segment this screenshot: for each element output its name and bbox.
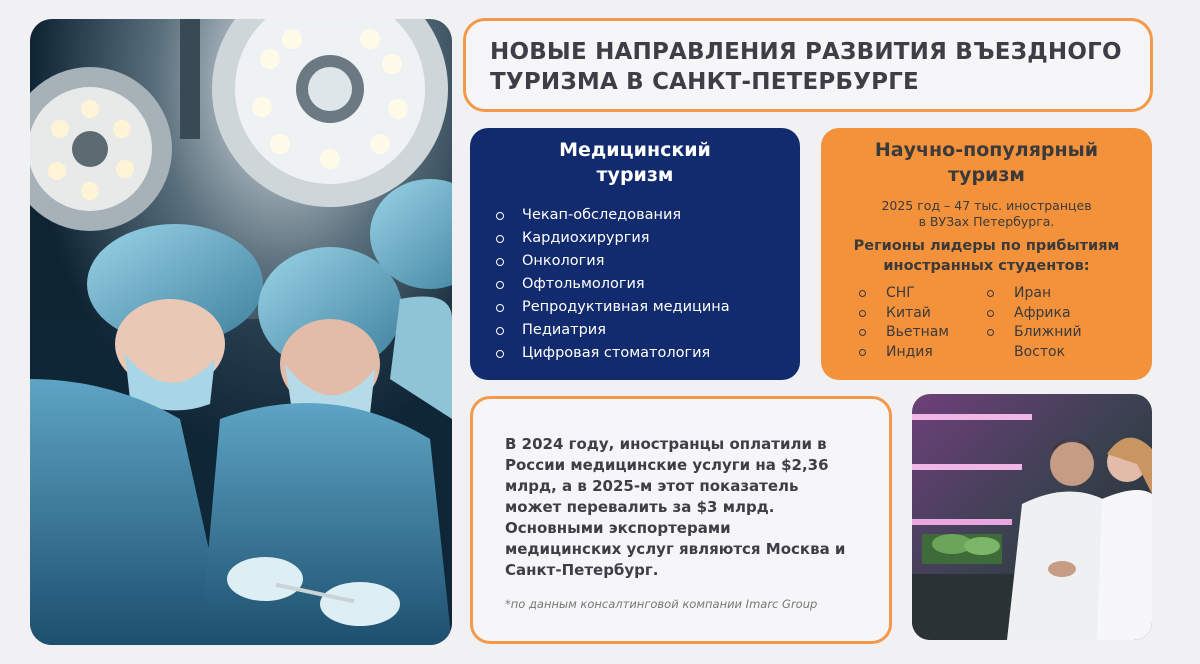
list-item xyxy=(859,323,987,343)
circle-bullet-icon xyxy=(987,310,994,317)
circle-bullet-icon xyxy=(496,258,504,266)
stat-line: медицинских услуг являются Москва и xyxy=(505,540,846,558)
list-item xyxy=(496,342,800,365)
circle-bullet-icon xyxy=(987,290,994,297)
circle-bullet-icon xyxy=(859,349,866,356)
stat-line: Основными экспортерами xyxy=(505,519,731,537)
circle-bullet-icon xyxy=(496,212,504,220)
statistics-box xyxy=(470,396,892,644)
list-item xyxy=(859,304,987,324)
list-item xyxy=(496,227,800,250)
list-item xyxy=(987,284,1115,304)
list-item xyxy=(496,296,800,319)
list-item-label: Онкология xyxy=(522,253,605,269)
science-tourism-card xyxy=(821,128,1152,380)
list-item xyxy=(987,304,1115,324)
list-item-label: Офтольмология xyxy=(522,276,645,292)
page-title-line-1: НОВЫЕ НАПРАВЛЕНИЯ РАЗВИТИЯ ВЪЕЗДНОГО xyxy=(490,39,1122,65)
list-item xyxy=(496,319,800,342)
science-heading-line-1: Научно-популярный xyxy=(874,139,1099,161)
list-item-label: Педиатрия xyxy=(522,322,606,338)
list-item-label: Восток xyxy=(1014,343,1066,360)
list-item-label: Индия xyxy=(886,343,933,360)
list-item-label: Цифровая стоматология xyxy=(522,345,711,361)
medical-heading-line-2: туризм xyxy=(596,164,674,186)
circle-bullet-icon xyxy=(859,329,866,336)
science-subtitle-line-2: в ВУЗах Петербурга. xyxy=(918,214,1055,229)
medical-list xyxy=(496,204,800,365)
list-item-label: Африка xyxy=(1014,304,1071,321)
medical-heading-line-1: Медицинский xyxy=(559,139,711,161)
circle-bullet-icon xyxy=(859,310,866,317)
title-box xyxy=(463,18,1153,112)
science-heading-line-2: туризм xyxy=(948,164,1025,186)
list-item xyxy=(496,273,800,296)
regions-column-1 xyxy=(859,284,987,362)
lab-photo xyxy=(912,394,1152,640)
stat-line: Санкт-Петербург. xyxy=(505,561,659,579)
surgery-photo xyxy=(30,19,452,645)
list-item xyxy=(859,343,987,363)
circle-bullet-icon xyxy=(496,304,504,312)
list-item xyxy=(496,204,800,227)
list-item-label: Иран xyxy=(1014,285,1052,301)
medical-tourism-card xyxy=(470,128,800,380)
circle-bullet-icon xyxy=(987,329,994,336)
circle-bullet-icon xyxy=(496,281,504,289)
list-item-label: Кардиохирургия xyxy=(522,230,650,246)
circle-bullet-icon xyxy=(859,290,866,297)
stat-line: млрд, а в 2025-м этот показатель xyxy=(505,477,799,495)
page-title-line-2: ТУРИЗМА В САНКТ-ПЕТЕРБУРГЕ xyxy=(490,69,919,95)
list-item-continuation xyxy=(987,343,1115,363)
circle-bullet-icon xyxy=(496,235,504,243)
source-note: *по данным консалтинговой компании Imarc Group xyxy=(505,597,818,611)
circle-bullet-icon xyxy=(496,327,504,335)
stat-line: В 2024 году, иностранцы оплатили в xyxy=(505,435,827,453)
list-item-label: Ближний xyxy=(1014,324,1082,340)
science-subtitle-line-1: 2025 год – 47 тыс. иностранцев xyxy=(881,198,1092,213)
list-item xyxy=(859,284,987,304)
regions-heading-line-1: Регионы лидеры по прибытиям xyxy=(853,238,1120,254)
list-item-label: Вьетнам xyxy=(886,324,949,340)
list-item-label: СНГ xyxy=(886,285,915,301)
stat-line: России медицинские услуги на $2,36 xyxy=(505,456,829,474)
list-item-label: Репродуктивная медицина xyxy=(522,299,730,315)
regions-list xyxy=(859,284,1152,362)
stat-line: может перевалить за $3 млрд. xyxy=(505,498,775,516)
circle-bullet-icon xyxy=(496,350,504,358)
list-item xyxy=(987,323,1115,343)
list-item-label: Китай xyxy=(886,304,931,321)
regions-column-2 xyxy=(987,284,1115,362)
list-item-label: Чекап-обследования xyxy=(522,207,682,223)
regions-heading-line-2: иностранных студентов: xyxy=(883,258,1090,274)
list-item xyxy=(496,250,800,273)
